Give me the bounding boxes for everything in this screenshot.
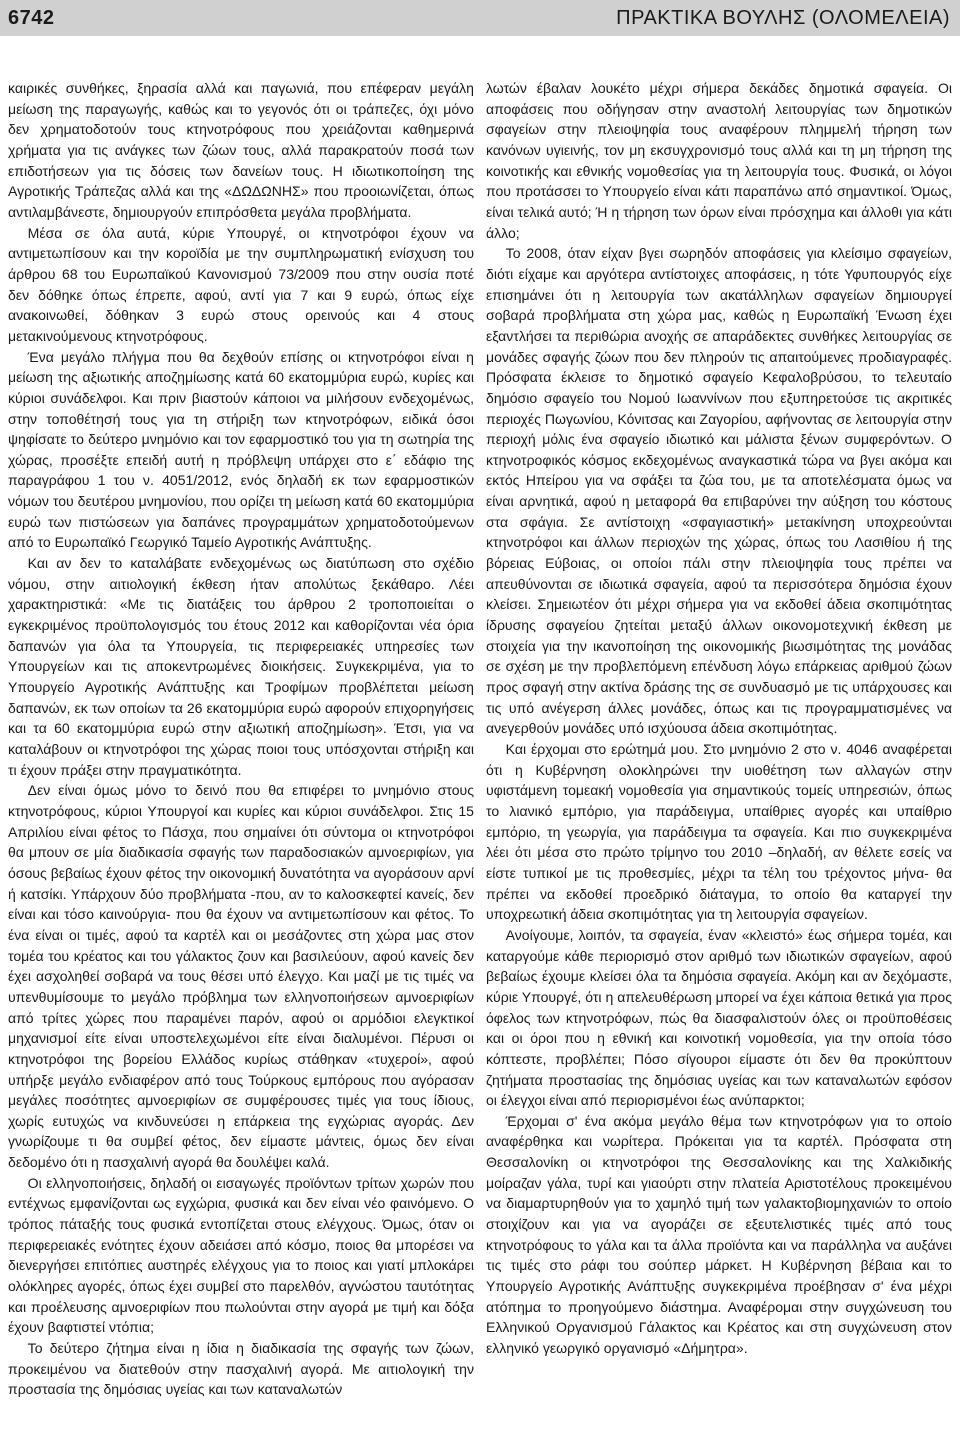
page-header	[0, 0, 960, 36]
left-column	[8, 78, 474, 1430]
paragraph: καιρικές συνθήκες, ξηρασία αλλά και παγωνιά, που επέφεραν μεγάλη μείωση της παραγωγής, καθώς και το γεγονός ότι οι τράπεζες, όχι μόνο δεν χρηματοδοτούν τους κτηνοτρόφους που χρειάζονται καθημερινά χρήματα για τις ανάγκες των ζώων τους, αλλά παρακρατούν ποσά των επιδοτήσεων για τις δόσεις των δανείων τους. Η ιδιωτικοποίηση της Αγροτικής Τράπεζας αλλά και της «ΔΩΔΩΝΗΣ» που προοιωνίζεται, όπως αντιλαμβάνεστε, δημιουργούν επιπρόσθετα μεγάλα προβλήματα.	[8, 80, 474, 220]
page-number: 6742	[8, 6, 55, 29]
text-columns	[8, 78, 952, 1430]
paragraph: Δεν είναι όμως μόνο το δεινό που θα επιφέρει το μνημόνιο στους κτηνοτρόφους, κύριοι Υπουργοί και κυρίες και κύριοι συνάδελφοι. Στις 15 Απριλίου είναι φέτος το Πάσχα, που σημαίνει ότι σύντομα οι κτηνοτρόφοι θα μπουν σε μία διαδικασία σφαγής των παραδοσιακών αμνοεριφίων, για όσους βεβαίως έχουν φέτος την οικονομική δυνατότητα να αγοράσουν αρνί ή κατσίκι. Υπάρχουν δύο προβλήματα -που, αν το καλοσκεφτεί κανείς, δεν είναι και τόσο καινούργια- που θα έχουν να αντιμετωπίσουν και φέτος. Το ένα είναι οι τιμές, αφού τα καρτέλ και οι μεσάζοντες στη χώρα μας στον τομέα του κρέατος και του γάλακτος ζουν και βασιλεύουν, αφού κανείς δεν έχει ασχοληθεί σοβαρά να τους θέσει υπό έλεγχο. Και μαζί με τις τιμές να υπενθυμίσουμε το μεγάλο πρόβλημα των ελληνοποιήσεων αμνοεριφίων από τρίτες χώρες που παραμένει παρόν, αφού οι αρμόδιοι ελεγκτικοί μηχανισμοί είτε είναι υποστελεχωμένοι είτε είναι διαλυμένοι. Πέρυσι οι κτηνοτρόφοι της βορείου Ελλάδος κυρίως στάθηκαν «τυχεροί», αφού υπήρξε μεγάλο ενδιαφέρον από τους Τούρκους εμπόρους που αγόρασαν μεγάλες ποσότητες αμνοεριφίων σε συμφέρουσες τιμές για τους ίδιους, χωρίς ευτυχώς να κινδυνεύσει η επάρκεια της εγχώριας αγοράς. Δεν γνωρίζουμε τι θα συμβεί φέτος, δεν είμαστε μάντεις, όμως δεν είναι δεδομένο ότι η πασχαλινή αγορά θα δουλέψει καλά.	[8, 782, 474, 1171]
paragraph: Το δεύτερο ζήτημα είναι η ίδια η διαδικασία της σφαγής των ζώων, προκειμένου να διατεθούν στην πασχαλινή αγορά. Με αιτιολογική την προστασία της δημόσιας υγείας και των καταναλωτών	[8, 1340, 474, 1398]
paragraph: Το 2008, όταν είχαν βγει σωρηδόν αποφάσεις για κλείσιμο σφαγείων, διότι είχαμε και αργότερα αντίστοιχες αποφάσεις, η τότε Υφυπουργός είχε επισημάνει ότι η λειτουργία των ακατάλληλων σφαγείων δημιουργεί σοβαρά προβλήματα στη χώρα μας, καθώς η Ευρωπαϊκή Ένωση έχει εξαντλήσει τα περιθώρια ανοχής σε απαράδεκτες συνθήκες λειτουργίας σε μονάδες σφαγής ζώων που δεν πληρούν τις απαιτούμενες προδιαγραφές. Πρόσφατα έκλεισε το δημοτικό σφαγείο Κεφαλοβρύσου, το τελευταίο δημόσιο σφαγείο του Νομού Ιωαννίνων που εξυπηρετούσε τις ακριτικές περιοχές Πωγωνίου, Κόνιτσας και Ζαγορίου, αφήνοντας σε λειτουργία στην περιοχή μόλις ένα σφαγείο ιδιωτικό και μάλιστα ξένων συμφερόντων. Ο κτηνοτροφικός κόσμος εκδεχομένως αναγκαστικά τώρα να βγει ακόμα και εκτός Ηπείρου για να σφάξει τα ζώα του, με τα αποτελέσματα όμως να είναι αρνητικά, αφού η μεταφορά θα επιβαρύνει την αύξηση του κόστους στα σφάγια. Σε αντίστοιχη «σφαγιαστική» μετακίνηση υποχρεούνται κτηνοτρόφοι και άλλων περιοχών της χώρας, όπως του Λασιθίου ή της βόρειας Εύβοιας, οι οποίοι πάλι στην πλειοψηφία τους πρέπει να απευθύνονται σε ιδιωτικά σφαγεία, αφού τα περισσότερα δημόσια έχουν κλείσει. Σημειωτέον ότι μέχρι σήμερα για να εκδοθεί άδεια σκοπιμότητας ίδρυσης σφαγείου ζητείται μεταξύ άλλων οικονομοτεχνική έκθεση με στοιχεία για την ικανοποίηση της οικονομικής βιωσιμότητας της μονάδας σε σχέση με την προβλεπόμενη επένδυση λόγω επάρκειας αριθμού ζώων προς σφαγή στην ακτίνα δράσης της σε συνδυασμό με τις υπάρχουσες και τις υπό ανέγερση άλλες μονάδες, όπως και τις προγραμματισμένες να ανεγερθούν μονάδες υπό ισχύουσα άδεια σκοπιμότητας.	[486, 245, 952, 737]
paragraph: Και έρχομαι στο ερώτημά μου. Στο μνημόνιο 2 στο ν. 4046 αναφέρεται ότι η Κυβέρνηση ολοκληρώνει την υιοθέτηση των αλλαγών στην υφιστάμενη τομεακή νομοθεσία για σημαντικούς τομείς υπηρεσιών, όπως το λιανικό εμπόριο, για παράδειγμα, υπαίθριες αγορές και υπαίθριο εμπόριο, τη γεωργία, για παράδειγμα τα σφαγεία. Και πιο συγκεκριμένα λέει ότι μέσα στο πρώτο τρίμηνο του 2010 –δηλαδή, αν θέλετε εσείς να είστε τυπικοί με τις προθεσμίες, μέχρι τα τέλη του τρέχοντος μήνα- θα πρέπει να εκδοθεί προεδρικό διάταγμα, το οποίο θα καταργεί την υποχρεωτική άδεια σκοπιμότητας για τη λειτουργία σφαγείων.	[486, 741, 952, 923]
right-column	[486, 78, 952, 1430]
paragraph: Έρχομαι σ' ένα ακόμα μεγάλο θέμα των κτηνοτρόφων για το οποίο αναφέρθηκα και νωρίτερα. Πρόκειται για τα καρτέλ. Πρόσφατα στη Θεσσαλονίκη οι κτηνοτρόφοι της Θεσσαλονίκης και της Χαλκιδικής μοίραζαν γάλα, τυρί και γιαούρτι στην πλατεία Αριστοτέλους προκειμένου να διαμαρτυρηθούν για το χαμηλό τιμή των γαλακτοβιομηχανιών το οποίο στοιχίζουν και για να αγοράζει σε εξευτελιστικές τιμές από τους κτηνοτρόφους το γάλα και τα άλλα προϊόντα και να παράλληλα να αυξάνει τις τιμές στο ράφι του σούπερ μάρκετ. Η Κυβέρνηση βέβαια και το Υπουργείο Αγροτικής Ανάπτυξης συγκεκριμένα προέβησαν σ' ένα μέχρι ατόπημα το προηγούμενο διάστημα. Αναφέρομαι στην συγχώνευση του Ελληνικού Οργανισμού Γάλακτος και Κρέατος και στη συγχώνευση στον ελληνικό γεωργικό οργανισμό «Δήμητρα».	[486, 1112, 952, 1357]
paragraph: Και αν δεν το καταλάβατε ενδεχομένως ως διατύπωση στο σχέδιο νόμου, στην αιτιολογική έκθεση ήταν απολύτως ξεκάθαρο. Λέει χαρακτηριστικά: «Με τις διατάξεις του άρθρου 2 τροποποιείται ο εγκεκριμένος προϋπολογισμός του έτους 2012 και καθορίζονται νέα όρια δαπανών για όλα τα Υπουργεία, τις περιφερειακές υπηρεσίες των Υπουργείων και τις αποκεντρωμένες διοικήσεις. Συγκεκριμένα, για το Υπουργείο Αγροτικής Ανάπτυξης και Τροφίμων προβλέπεται μείωση δαπανών, εκ των οποίων τα 26 εκατομμύρια ευρώ αφορούν επιχορηγήσεις και τα 60 εκατομμύρια ευρώ στην αξιωτική αποζημίωση». Έτσι, για να καταλάβουν οι κτηνοτρόφοι της χώρας ποιοι τους υπόσχονται στήριξη και τι έχουν πράξει στην πραγματικότητα.	[8, 555, 474, 778]
paragraph: Ανοίγουμε, λοιπόν, τα σφαγεία, έναν «κλειστό» έως σήμερα τομέα, και καταργούμε κάθε περιορισμό στον αριθμό των ιδιωτικών σφαγείων, αφού βεβαίως έχουμε κλείσει όλα τα δημόσια σφαγεία. Ακόμη και αν δεχόμαστε, κύριε Υπουργέ, ότι η απελευθέρωση μπορεί να έχει κάποια θετικά για προς όφελος των κτηνοτρόφων, πώς θα διασφαλιστούν όλες οι προϋποθέσεις και οι όροι που η εθνική και κοινοτική νομοθεσία, για την οποία τόσο κόπτεστε, προβλέπει; Πόσο σίγουροι είμαστε ότι δεν θα προκύπτουν ζητήματα προστασίας της δημόσιας υγείας και των καταναλωτών εφόσον οι έλεγχοι είναι από περιορισμένοι έως ανύπαρκτοι;	[486, 926, 952, 1109]
paragraph: λωτών έβαλαν λουκέτο μέχρι σήμερα δεκάδες δημοτικά σφαγεία. Οι αποφάσεις που οδήγησαν στην αναστολή λειτουργίας των δημοτικών σφαγείων στην πλειοψηφία τους αναφέρουν πλημμελή τήρηση των κανόνων υγιεινής, τον μη εκσυγχρονισμό τους αλλά και τη μη τήρηση της κοινοτικής και εθνικής νομοθεσίας για τη λειτουργία τους. Φυσικά, οι λόγοι που προτάσσει το Υπουργείο είναι κάτι παραπάνω από σημαντικοί. Όμως, είναι τελικά αυτό; Ή η τήρηση των όρων είναι πρόσχημα και άλλοθι για κάτι άλλο;	[486, 80, 952, 241]
running-title: ΠΡΑΚΤΙΚΑ ΒΟΥΛΗΣ (ΟΛΟΜΕΛΕΙΑ)	[616, 6, 950, 29]
paragraph: Μέσα σε όλα αυτά, κύριε Υπουργέ, οι κτηνοτρόφοι έχουν να αντιμετωπίσουν και την κοροϊδία με την συμπληρωματική ενίσχυση του άρθρου 68 του Ευρωπαϊκού Κανονισμού 73/2009 που στην ουσία ποτέ δεν δόθηκε όπως έπρεπε, αφού, αντί για 7 και 9 ευρώ, όπως είχε ανακοινωθεί, δόθηκαν 3 ευρώ στους ορεινούς και 4 στους μετακινούμενους κτηνοτρόφους.	[8, 224, 474, 344]
paragraph: Ένα μεγάλο πλήγμα που θα δεχθούν επίσης οι κτηνοτρόφοι είναι η μείωση της αξιωτικής αποζημίωσης κατά 60 εκατομμύρια ευρώ, κυρίες και κύριοι συνάδελφοι. Και πριν βιαστούν κάποιοι να μιλήσουν ενδεχομένως, στην τοποθέτησή τους για τη στήριξη των κτηνοτρόφων, ειδικά όσοι ψηφίσατε το δεύτερο μνημόνιο και τον εφαρμοστικό του για τη σωτηρία της χώρας, προσέξτε επειδή αυτή η πρόβλεψη υπάρχει στο ε΄ εδάφιο της παραγράφου 1 του ν. 4051/2012, ενός δηλαδή εκ των εφαρμοστικών νόμων του δευτέρου μνημονίου, που ορίζει τη μείωση κατά 60 εκατομμύρια ευρώ των πιστώσεων για δαπάνες προγραμμάτων χρηματοδοτούμενων από το Ευρωπαϊκό Γεωργικό Ταμείο Αγροτικής Ανάπτυξης.	[8, 348, 474, 551]
paragraph: Οι ελληνοποιήσεις, δηλαδή οι εισαγωγές προϊόντων τρίτων χωρών που εντέχνως εμφανίζονται ως εγχώρια, φυσικά και δεν είναι νέο φαινόμενο. Ο τρόπος πάταξής τους φυσικά εντοπίζεται στους ελέγχους. Όμως, όταν οι περιφερειακές ενότητες έχουν αδειάσει από κόσμο, ποιος θα μπορέσει να διενεργήσει επιτόπιες αυστηρές ελέγχους για το ποιος και γιατί μπλοκάρει ολόκληρες αγορές, όπως έχει συμβεί στο παρελθόν, αγνώστου ταυτότητας και προέλευσης αμνοεριφίων που πωλούνται στην αγορά με τιμή και δόξα έχουν βαφτιστεί ντόπια;	[8, 1174, 474, 1336]
